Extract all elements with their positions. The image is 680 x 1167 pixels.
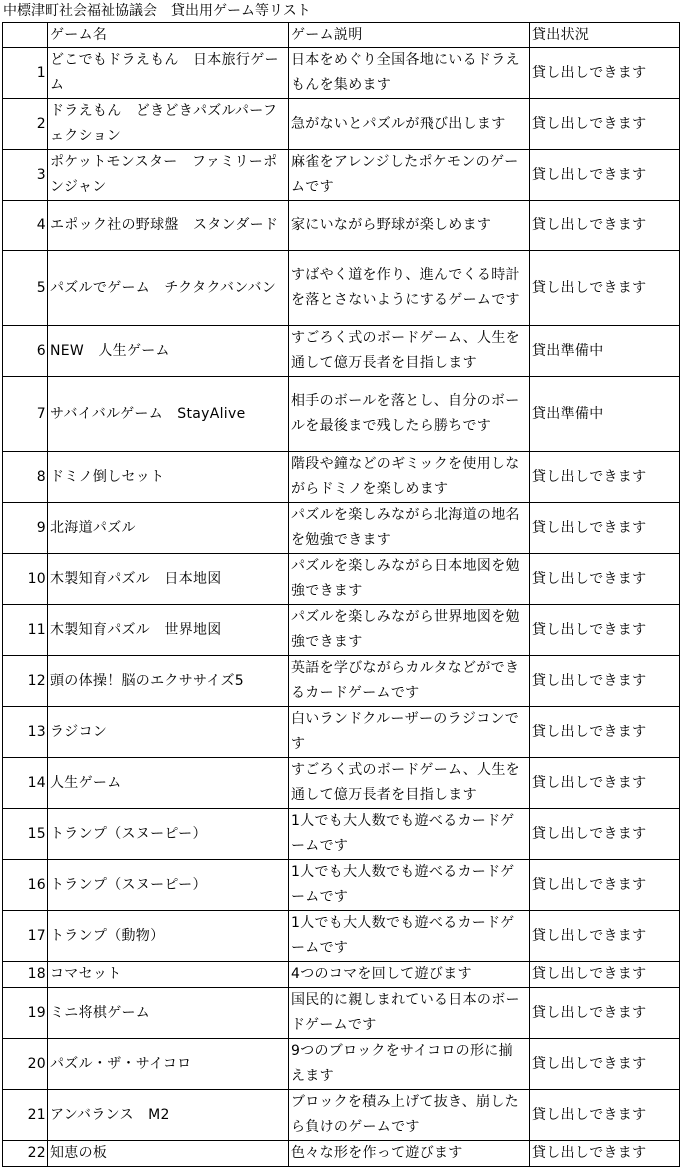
lending-status: 貸し出しできます	[530, 99, 680, 150]
lending-status: 貸し出しできます	[530, 1141, 680, 1167]
game-name: ラジコン	[48, 707, 289, 758]
game-name: エポック社の野球盤 スタンダード	[48, 201, 289, 251]
table-row	[3, 1090, 680, 1141]
table-row	[3, 809, 680, 860]
row-number: 5	[3, 251, 48, 326]
row-number: 12	[3, 656, 48, 707]
table-row	[3, 911, 680, 962]
table-row	[3, 150, 680, 201]
game-description: すごろく式のボードゲーム、人生を通して億万長者を目指します	[289, 326, 530, 377]
game-name: ポケットモンスター ファミリーポンジャン	[48, 150, 289, 201]
game-name: パズルでゲーム チクタクバンバン	[48, 251, 289, 326]
row-number: 3	[3, 150, 48, 201]
lending-status: 貸し出しできます	[530, 656, 680, 707]
game-name: パズル・ザ・サイコロ	[48, 1039, 289, 1090]
lending-status: 貸し出しできます	[530, 707, 680, 758]
table-row	[3, 251, 680, 326]
game-description: 1人でも大人数でも遊べるカードゲームです	[289, 860, 530, 911]
row-number: 19	[3, 988, 48, 1039]
game-description: 4つのコマを回して遊びます	[289, 962, 530, 988]
row-number: 18	[3, 962, 48, 988]
game-name: ドラえもん どきどきパズルパーフェクション	[48, 99, 289, 150]
game-description: 国民的に親しまれている日本のボードゲームです	[289, 988, 530, 1039]
game-name: ドミノ倒しセット	[48, 452, 289, 503]
table-row	[3, 758, 680, 809]
game-name: ミニ将棋ゲーム	[48, 988, 289, 1039]
lending-status: 貸出準備中	[530, 377, 680, 452]
lending-status: 貸し出しできます	[530, 251, 680, 326]
game-description: すばやく道を作り、進んでくる時計を落とさないようにするゲームです	[289, 251, 530, 326]
table-row	[3, 326, 680, 377]
lending-status: 貸し出しできます	[530, 503, 680, 554]
row-number: 10	[3, 554, 48, 605]
header-game-name: ゲーム名	[48, 23, 289, 48]
game-description: 麻雀をアレンジしたポケモンのゲームです	[289, 150, 530, 201]
game-name: NEW 人生ゲーム	[48, 326, 289, 377]
row-number: 20	[3, 1039, 48, 1090]
table-row	[3, 605, 680, 656]
table-row	[3, 201, 680, 251]
game-description: 色々な形を作って遊びます	[289, 1141, 530, 1167]
lending-status: 貸し出しできます	[530, 452, 680, 503]
lending-status: 貸し出しできます	[530, 758, 680, 809]
game-name: トランプ（動物）	[48, 911, 289, 962]
row-number: 15	[3, 809, 48, 860]
game-description: 相手のボールを落とし、自分のボールを最後まで残したら勝ちです	[289, 377, 530, 452]
game-description: 9つのブロックをサイコロの形に揃えます	[289, 1039, 530, 1090]
lending-status: 貸し出しできます	[530, 911, 680, 962]
table-row	[3, 988, 680, 1039]
game-name: 人生ゲーム	[48, 758, 289, 809]
table-row	[3, 1039, 680, 1090]
lending-status: 貸し出しできます	[530, 554, 680, 605]
table-row	[3, 707, 680, 758]
table-row	[3, 860, 680, 911]
game-description: 急がないとパズルが飛び出します	[289, 99, 530, 150]
game-description: すごろく式のボードゲーム、人生を通して億万長者を目指します	[289, 758, 530, 809]
table-header-row	[3, 23, 680, 48]
game-description: 日本をめぐり全国各地にいるドラえもんを集めます	[289, 48, 530, 99]
row-number: 2	[3, 99, 48, 150]
table-row	[3, 962, 680, 988]
header-number	[3, 23, 48, 48]
lending-status: 貸し出しできます	[530, 150, 680, 201]
row-number: 6	[3, 326, 48, 377]
game-description: パズルを楽しみながら日本地図を勉強できます	[289, 554, 530, 605]
table-body	[3, 48, 680, 1167]
row-number: 1	[3, 48, 48, 99]
game-name: 木製知育パズル 世界地図	[48, 605, 289, 656]
game-name: 知恵の板	[48, 1141, 289, 1167]
row-number: 21	[3, 1090, 48, 1141]
game-description: 階段や鐘などのギミックを使用しながらドミノを楽しめます	[289, 452, 530, 503]
table-row	[3, 656, 680, 707]
header-game-description: ゲーム説明	[289, 23, 530, 48]
game-name: サバイバルゲーム StayAlive	[48, 377, 289, 452]
game-name: どこでもドラえもん 日本旅行ゲーム	[48, 48, 289, 99]
header-lending-status: 貸出状況	[530, 23, 680, 48]
game-name: 頭の体操！脳のエクササイズ5	[48, 656, 289, 707]
table-row	[3, 554, 680, 605]
game-description: ブロックを積み上げて抜き、崩したら負けのゲームです	[289, 1090, 530, 1141]
lending-status: 貸し出しできます	[530, 1090, 680, 1141]
table-row	[3, 503, 680, 554]
row-number: 22	[3, 1141, 48, 1167]
row-number: 13	[3, 707, 48, 758]
game-description: 英語を学びながらカルタなどができるカードゲームです	[289, 656, 530, 707]
row-number: 14	[3, 758, 48, 809]
game-name: コマセット	[48, 962, 289, 988]
document-title: 中標津町社会福祉協議会 貸出用ゲーム等リスト	[3, 3, 311, 19]
game-list-table	[2, 22, 680, 1167]
game-name: 北海道パズル	[48, 503, 289, 554]
row-number: 4	[3, 201, 48, 251]
row-number: 8	[3, 452, 48, 503]
game-description: パズルを楽しみながら北海道の地名を勉強できます	[289, 503, 530, 554]
lending-status: 貸し出しできます	[530, 962, 680, 988]
table-row	[3, 452, 680, 503]
game-name: トランプ（スヌーピー）	[48, 809, 289, 860]
table-row	[3, 377, 680, 452]
game-description: 白いランドクルーザーのラジコンです	[289, 707, 530, 758]
row-number: 9	[3, 503, 48, 554]
game-description: パズルを楽しみながら世界地図を勉強できます	[289, 605, 530, 656]
row-number: 7	[3, 377, 48, 452]
lending-status: 貸出準備中	[530, 326, 680, 377]
lending-status: 貸し出しできます	[530, 860, 680, 911]
table-row	[3, 1141, 680, 1167]
lending-status: 貸し出しできます	[530, 201, 680, 251]
game-name: トランプ（スヌーピー）	[48, 860, 289, 911]
row-number: 17	[3, 911, 48, 962]
game-description: 1人でも大人数でも遊べるカードゲームです	[289, 911, 530, 962]
lending-status: 貸し出しできます	[530, 809, 680, 860]
game-name: 木製知育パズル 日本地図	[48, 554, 289, 605]
lending-status: 貸し出しできます	[530, 988, 680, 1039]
row-number: 11	[3, 605, 48, 656]
table-row	[3, 48, 680, 99]
game-description: 1人でも大人数でも遊べるカードゲームです	[289, 809, 530, 860]
game-description: 家にいながら野球が楽しめます	[289, 201, 530, 251]
table-row	[3, 99, 680, 150]
row-number: 16	[3, 860, 48, 911]
lending-status: 貸し出しできます	[530, 605, 680, 656]
lending-status: 貸し出しできます	[530, 48, 680, 99]
game-name: アンバランス M2	[48, 1090, 289, 1141]
lending-status: 貸し出しできます	[530, 1039, 680, 1090]
